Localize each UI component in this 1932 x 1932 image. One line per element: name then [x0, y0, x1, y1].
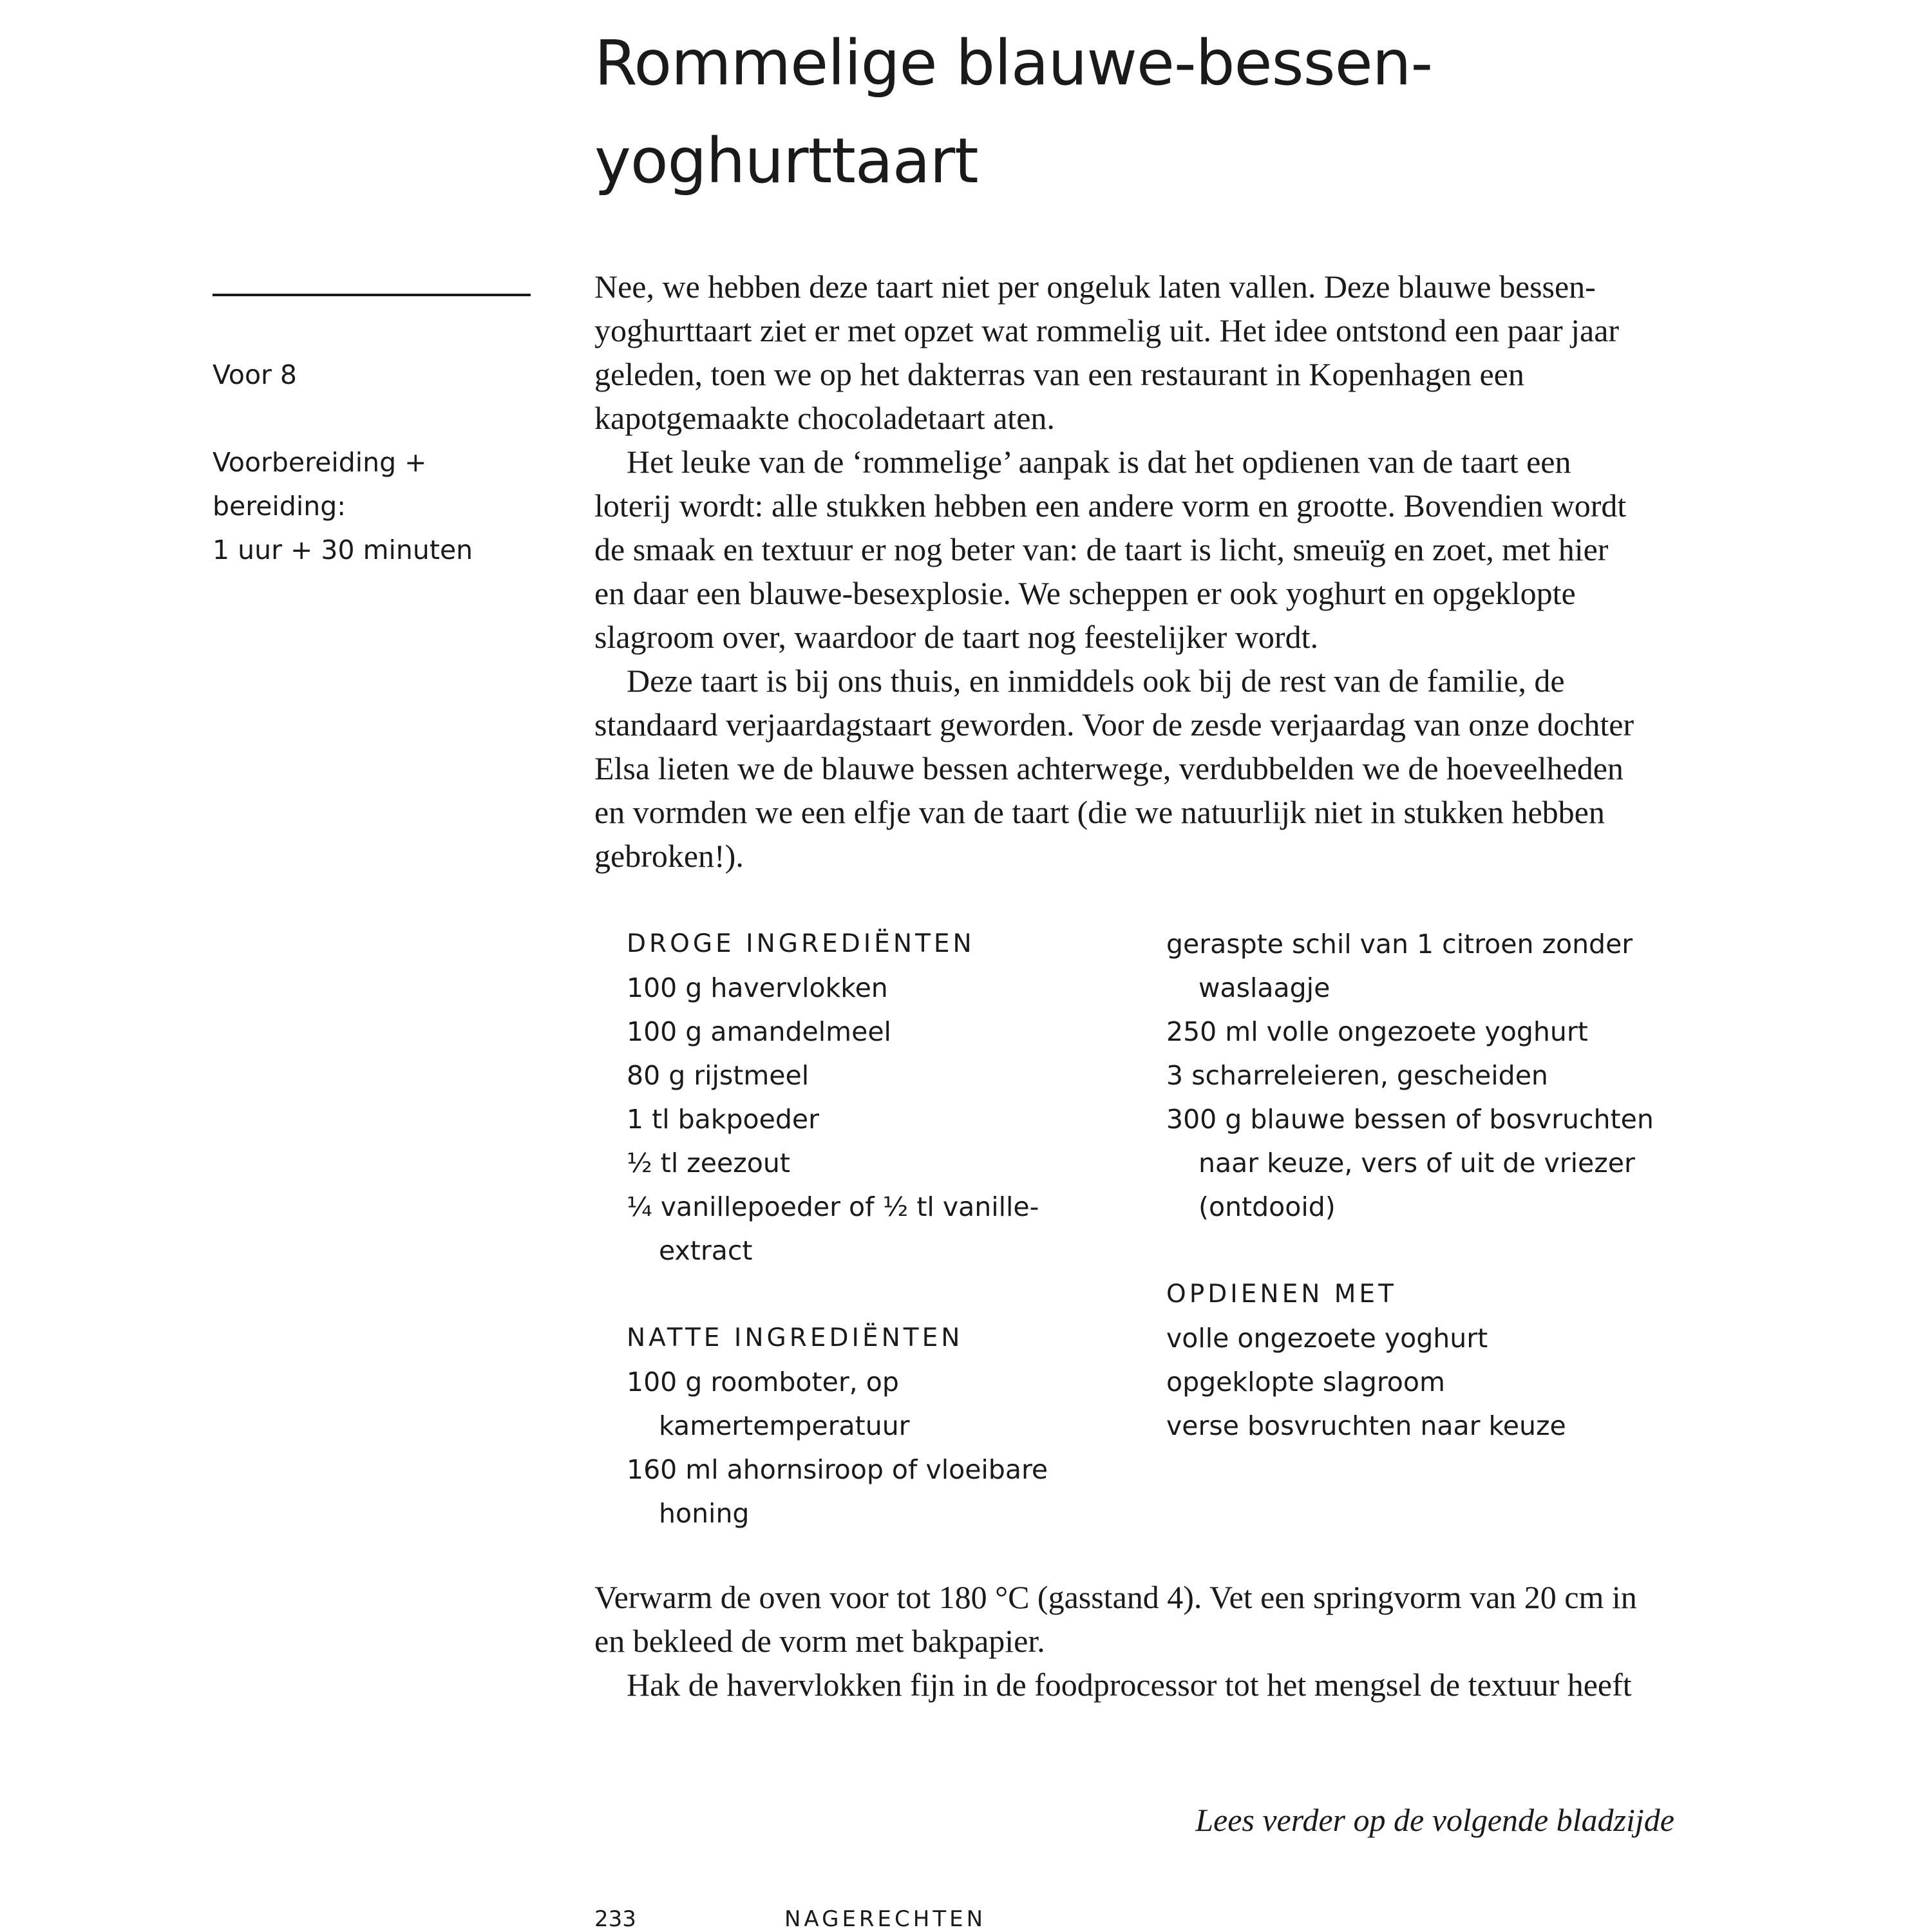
text-line: slagroom over, waardoor de taart nog feestelijker wordt. — [594, 619, 1318, 655]
text-line: Elsa lieten we de blauwe bessen achterwege, verdubbelden we de hoeveelheden — [594, 750, 1624, 786]
ingredient-item: kamertemperatuur — [659, 1410, 910, 1441]
text-line: en daar een blauwe-besexplosie. We scheppen er ook yoghurt en opgeklopte — [594, 575, 1576, 611]
ingredient-item: 250 ml volle ongezoete yoghurt — [1166, 1016, 1588, 1047]
prep-time-line: bereiding: — [213, 491, 346, 522]
text-line: geleden, toen we op het dakterras van een restaurant in Kopenhagen een — [594, 356, 1524, 392]
prep-time-line: 1 uur + 30 minuten — [213, 535, 473, 565]
ingredient-item: 100 g roomboter, op — [627, 1367, 899, 1397]
text-line: Deze taart is bij ons thuis, en inmiddels ook bij de rest van de familie, de — [627, 663, 1565, 699]
sidebar-divider — [213, 294, 531, 296]
text-line: de smaak en textuur er nog beter van: de taart is licht, smeuïg en zoet, met hier — [594, 531, 1609, 567]
title-line: Rommelige blauwe-bessen- — [594, 27, 1433, 99]
dry-ingredients-heading: DROGE INGREDIËNTEN — [627, 929, 975, 958]
ingredient-item: 80 g rijstmeel — [627, 1060, 810, 1091]
ingredient-item: 100 g amandelmeel — [627, 1016, 891, 1047]
continue-note: Lees verder op de volgende bladzijde — [1195, 1802, 1674, 1838]
text-line: kapotgemaakte chocoladetaart aten. — [594, 400, 1055, 436]
ingredient-item: waslaagje — [1198, 972, 1331, 1003]
ingredient-item: 160 ml ahornsiroop of vloeibare — [627, 1454, 1048, 1485]
title-line: yoghurttaart — [594, 125, 978, 197]
ingredient-item: 1 tl bakpoeder — [627, 1104, 819, 1135]
spacer — [1166, 1229, 1654, 1273]
text-line: en vormden we een elfje van de taart (die we natuurlijk niet in stukken hebben — [594, 794, 1605, 830]
wet-ingredients-heading: NATTE INGREDIËNTEN — [627, 1323, 963, 1352]
ingredient-item: opgeklopte slagroom — [1166, 1367, 1445, 1397]
ingredient-item: ½ tl zeezout — [627, 1148, 790, 1179]
ingredient-item: 300 g blauwe bessen of bosvruchten — [1166, 1104, 1654, 1135]
text-line: Hak de havervlokken fijn in de foodprocessor tot het mengsel de textuur heeft — [627, 1667, 1632, 1703]
servings: Voor 8 — [213, 359, 298, 390]
text-line: standaard verjaardagstaart geworden. Voor de zesde verjaardag van onze dochter — [594, 706, 1634, 743]
ingredient-item: 3 scharreleieren, gescheiden — [1166, 1060, 1548, 1091]
ingredients-right-column — [1166, 922, 1654, 1448]
text-line: Het leuke van de ‘rommelige’ aanpak is dat het opdienen van de taart een — [627, 444, 1571, 480]
spacer — [627, 1273, 1048, 1316]
section-name: NAGERECHTEN — [784, 1906, 987, 1932]
ingredient-item: extract — [659, 1235, 753, 1266]
ingredient-item: naar keuze, vers of uit de vriezer — [1198, 1148, 1635, 1179]
page-number: 233 — [594, 1906, 636, 1932]
text-line: yoghurttaart ziet er met opzet wat rommelig uit. Het idee ontstond een paar jaar — [594, 312, 1620, 348]
text-line: gebroken!). — [594, 838, 744, 874]
serve-with-heading: OPDIENEN MET — [1166, 1280, 1397, 1309]
ingredient-item: verse bosvruchten naar keuze — [1166, 1410, 1566, 1441]
text-line: loterij wordt: alle stukken hebben een andere vorm en grootte. Bovendien wordt — [594, 488, 1627, 524]
ingredient-item: volle ongezoete yoghurt — [1166, 1323, 1488, 1354]
text-line: Nee, we hebben deze taart niet per ongeluk laten vallen. Deze blauwe bessen- — [594, 269, 1596, 305]
prep-time-line: Voorbereiding + — [213, 447, 427, 478]
ingredient-item: 100 g havervlokken — [627, 972, 888, 1003]
ingredient-item: geraspte schil van 1 citroen zonder — [1166, 929, 1633, 960]
text-line: en bekleed de vorm met bakpapier. — [594, 1623, 1045, 1659]
ingredients-left-column — [627, 922, 1048, 1535]
method-text — [594, 1575, 1689, 1707]
text-line: Verwarm de oven voor tot 180 °C (gasstand 4). Vet een springvorm van 20 cm in — [594, 1579, 1637, 1615]
recipe-title — [594, 14, 1754, 210]
ingredient-item: (ontdooid) — [1198, 1191, 1336, 1222]
intro-text — [594, 265, 1689, 878]
prep-time — [213, 440, 473, 572]
ingredient-item: honing — [659, 1498, 750, 1529]
ingredient-item: ¼ vanillepoeder of ½ tl vanille- — [627, 1191, 1039, 1222]
